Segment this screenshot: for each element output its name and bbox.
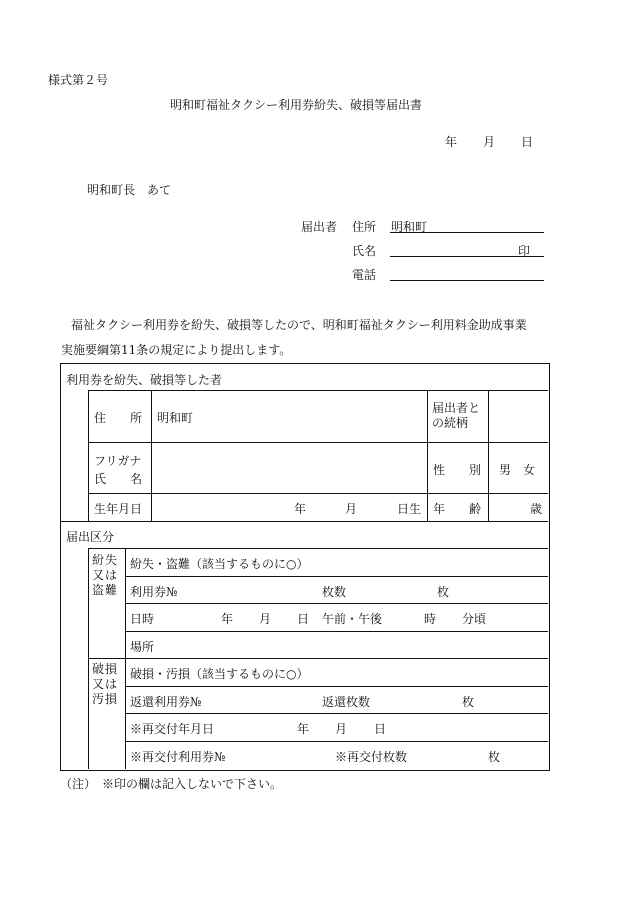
addressee: 明和町長 あて — [87, 183, 172, 197]
birth-day: 日生 — [397, 502, 422, 516]
datetime-label: 日時 — [130, 612, 155, 626]
birth-year: 年 — [294, 502, 307, 516]
date-month-label: 月 — [483, 135, 496, 149]
section1-header: 利用券を紛失、破損等した者 — [66, 373, 223, 387]
damaged-title: 破損・汚損（該当するものに○） — [130, 667, 309, 681]
return-ticket-no-label: 返還利用券№ — [130, 695, 202, 709]
minute-label: 分頃 — [462, 612, 487, 626]
return-count-unit: 枚 — [462, 695, 475, 709]
reissue-count-unit: 枚 — [488, 750, 501, 764]
body-text-line2: 実施要綱第11条の規定により提出します。 — [61, 343, 292, 357]
sex-label: 性 別 — [433, 463, 482, 477]
notifier-address-label: 住所 — [352, 220, 377, 234]
reissue-count-label: ※再交付枚数 — [335, 750, 408, 764]
notifier-address-value[interactable]: 明和町 — [391, 220, 428, 234]
reissue-day: 日 — [374, 722, 387, 736]
furigana-label: フリガナ — [94, 454, 142, 468]
reissue-date-label: ※再交付年月日 — [130, 722, 215, 736]
notifier-name-label: 氏名 — [352, 244, 377, 258]
reissue-ticket-no-label: ※再交付利用券№ — [130, 750, 226, 764]
body-text-line1: 福祉タクシー利用券を紛失、破損等したので、明和町福祉タクシー利用料金助成事業 — [71, 318, 527, 332]
birth-label: 生年月日 — [94, 502, 143, 516]
place-label: 場所 — [130, 640, 155, 654]
age-label: 年 齢 — [433, 502, 482, 516]
hour-label: 時 — [424, 612, 437, 626]
relation-label: 届出者との続柄 — [432, 401, 481, 430]
datetime-day: 日 — [297, 612, 310, 626]
notifier-label: 届出者 — [301, 220, 338, 234]
count-unit: 枚 — [437, 585, 450, 599]
reissue-year: 年 — [297, 722, 310, 736]
count-label: 枚数 — [322, 585, 347, 599]
datetime-month: 月 — [259, 612, 272, 626]
ticket-no-label: 利用券№ — [130, 585, 178, 599]
lost-group-label: 紛失又は盗難 — [92, 553, 119, 597]
return-count-label: 返還枚数 — [322, 695, 371, 709]
date-year-label: 年 — [445, 135, 458, 149]
age-unit: 歳 — [530, 502, 543, 516]
damaged-group-label: 破損又は汚損 — [92, 662, 119, 706]
section2-header: 届出区分 — [66, 530, 115, 544]
phone-underline[interactable] — [390, 280, 544, 281]
datetime-year: 年 — [221, 612, 234, 626]
notifier-phone-label: 電話 — [352, 268, 377, 282]
date-day-label: 日 — [521, 135, 534, 149]
name-underline[interactable] — [390, 256, 544, 257]
document-title: 明和町福祉タクシー利用券紛失、破損等届出書 — [170, 98, 423, 112]
sex-options[interactable]: 男 女 — [499, 463, 536, 477]
birth-month: 月 — [345, 502, 358, 516]
name-label: 氏 名 — [94, 472, 143, 486]
address-label: 住 所 — [94, 411, 143, 425]
address-underline — [390, 232, 544, 233]
ampm-label[interactable]: 午前・午後 — [322, 612, 383, 626]
address-value[interactable]: 明和町 — [157, 411, 194, 425]
lost-title: 紛失・盗難（該当するものに○） — [130, 557, 309, 571]
form-number: 様式第２号 — [48, 73, 109, 87]
reissue-month: 月 — [335, 722, 348, 736]
seal-mark: 印 — [518, 244, 531, 258]
footnote: （注） ※印の欄は記入しないで下さい。 — [60, 777, 283, 791]
